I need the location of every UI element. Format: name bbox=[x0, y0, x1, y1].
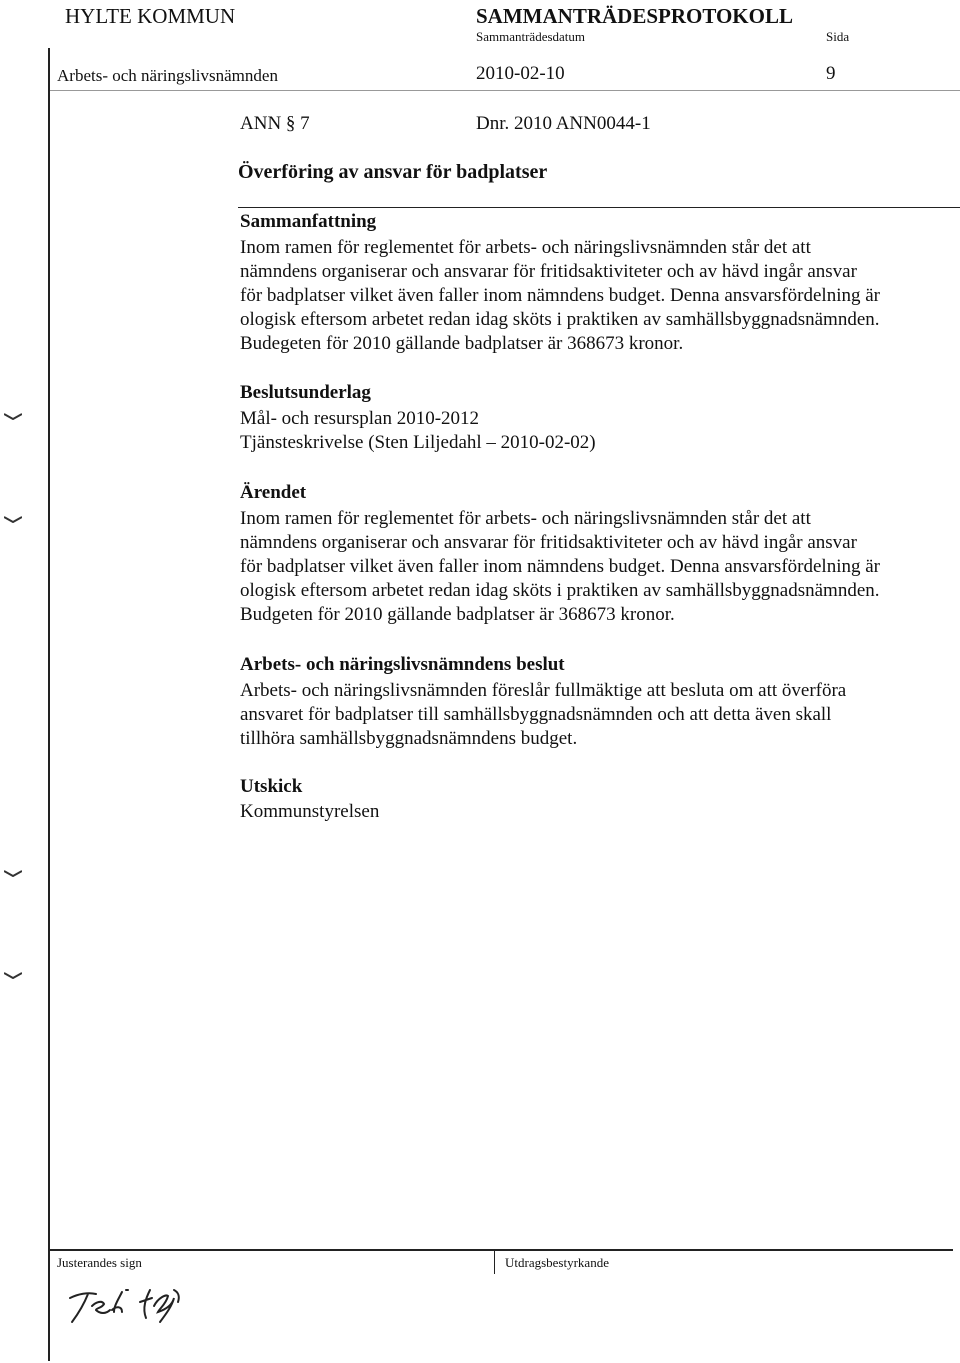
decision-line: tillhöra samhällsbyggnadsnämndens budget. bbox=[240, 728, 578, 749]
dispatch-text bbox=[240, 800, 379, 824]
summary-line: Budegeten för 2010 gällande badplatser är 368673 kronor. bbox=[240, 333, 684, 354]
summary-heading: Sammanfattning bbox=[240, 211, 377, 232]
matter-line: Inom ramen för reglementet för arbets- och näringslivsnämnden står det att bbox=[240, 508, 811, 529]
decision-text bbox=[240, 679, 846, 751]
footer-divider bbox=[49, 1249, 953, 1251]
header-divider bbox=[49, 90, 960, 91]
title-rule bbox=[238, 207, 960, 208]
scan-mark bbox=[4, 516, 22, 523]
matter-line: Budgeten för 2010 gällande badplatser är 368673 kronor. bbox=[240, 604, 675, 625]
footer-column-divider bbox=[494, 1250, 495, 1274]
summary-line: för badplatser vilket även faller inom nämndens budget. Denna ansvarsfördelning är bbox=[240, 285, 880, 306]
committee-name: Arbets- och näringslivsnämnden bbox=[57, 66, 278, 85]
summary-line: nämndens organiserar och ansvarar för fritidsaktiviteter och av hävd ingår ansvar bbox=[240, 261, 857, 282]
basis-text bbox=[240, 407, 596, 455]
dispatch-line: Kommunstyrelsen bbox=[240, 801, 380, 822]
extract-label: Utdragsbestyrkande bbox=[505, 1255, 609, 1270]
page-number: 9 bbox=[826, 63, 836, 84]
justifier-label: Justerandes sign bbox=[57, 1255, 142, 1270]
protocol-title: SAMMANTRÄDESPROTOKOLL bbox=[476, 4, 793, 28]
left-margin-line bbox=[48, 48, 50, 1361]
scan-mark bbox=[4, 972, 22, 979]
matter-line: för badplatser vilket även faller inom nämndens budget. Denna ansvarsfördelning är bbox=[240, 556, 880, 577]
municipality-name: HYLTE KOMMUN bbox=[65, 4, 236, 28]
matter-title: Överföring av ansvar för badplatser bbox=[238, 161, 548, 183]
matter-text bbox=[240, 507, 880, 627]
summary-line: Inom ramen för reglementet för arbets- och näringslivsnämnden står det att bbox=[240, 237, 811, 258]
page-label: Sida bbox=[826, 29, 850, 44]
dispatch-heading: Utskick bbox=[240, 776, 303, 797]
scan-mark bbox=[4, 870, 22, 877]
summary-line: ologisk eftersom arbetet redan idag sköts i praktiken av samhällsbyggnadsnämnden. bbox=[240, 309, 880, 330]
decision-line: ansvaret för badplatser till samhällsbyggnadsnämnden och att detta även skall bbox=[240, 704, 832, 725]
basis-heading: Beslutsunderlag bbox=[240, 382, 371, 403]
diary-number: Dnr. 2010 ANN0044-1 bbox=[476, 113, 651, 134]
date-label: Sammanträdesdatum bbox=[476, 29, 586, 44]
matter-line: ologisk eftersom arbetet redan idag sköts i praktiken av samhällsbyggnadsnämnden. bbox=[240, 580, 880, 601]
scan-mark bbox=[4, 413, 22, 420]
matter-line: nämndens organiserar och ansvarar för fritidsaktiviteter och av hävd ingår ansvar bbox=[240, 532, 857, 553]
basis-line: Mål- och resursplan 2010-2012 bbox=[240, 408, 480, 429]
signature-initials-image bbox=[62, 1276, 192, 1326]
matter-heading: Ärendet bbox=[240, 482, 307, 503]
summary-text bbox=[240, 236, 880, 356]
decision-heading: Arbets- och näringslivsnämndens beslut bbox=[240, 654, 565, 675]
decision-line: Arbets- och näringslivsnämnden föreslår fullmäktige att besluta om att överföra bbox=[240, 680, 847, 701]
paragraph-reference: ANN § 7 bbox=[240, 113, 310, 134]
meeting-date: 2010-02-10 bbox=[476, 63, 565, 84]
basis-line: Tjänsteskrivelse (Sten Liljedahl – 2010-02-02) bbox=[240, 432, 596, 453]
